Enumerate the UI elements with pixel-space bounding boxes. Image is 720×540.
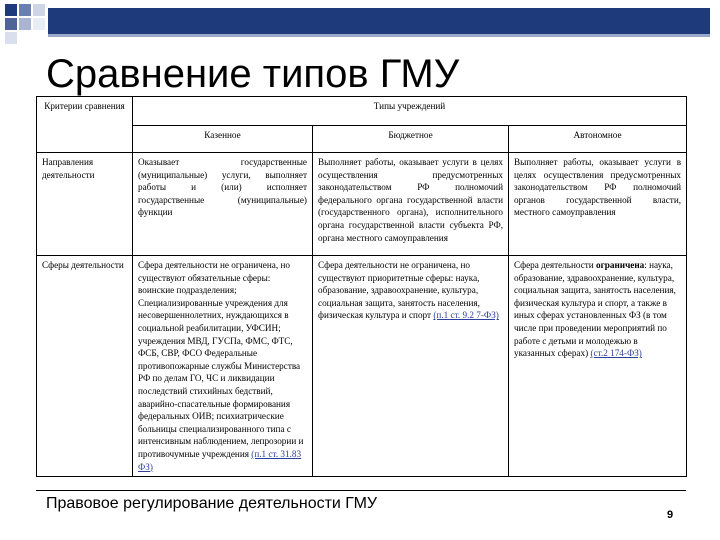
cell-text: : наука, образование, здравоохранение, культура, социальная защита, занятость населения, физическая культура и спорт, а также в иных сферах установленных ФЗ (в том числе при проведении мероприятий по работе с детьми и молодежью в указанных сферах) (514, 260, 676, 359)
decor-square (5, 32, 17, 44)
decor-square (5, 4, 17, 16)
column-header-kazennoe: Казенное (133, 126, 313, 153)
cell-byudzhetnoe: Выполняет работы, оказывает услуги в целях осуществления предусмотренных законодательством РФ полномочий федерального органа государственной власти (государственного органа), исполнительного органа государственной власти субъекта РФ, органа местного самоуправления (313, 153, 509, 256)
decor-square (33, 4, 45, 16)
law-reference-link[interactable]: (ст.2 174-ФЗ) (590, 348, 642, 359)
header-bar (48, 8, 710, 34)
law-reference-link[interactable]: (п.1 ст. 31.83 ФЗ) (138, 448, 302, 472)
law-reference-link[interactable]: (п.1 ст. 9.2 7-ФЗ) (433, 310, 499, 321)
decor-square (5, 18, 17, 30)
row-criterion: Сферы деятельности (37, 256, 133, 477)
table-subheader-row (37, 126, 687, 153)
cell-kazennoe: Оказывает государственные (муниципальные) услуги, выполняет работы и (или) исполняет государственные (муниципальные) функции (133, 153, 313, 256)
decor-square (19, 18, 31, 30)
slide-footer: Правовое регулирование деятельности ГМУ (46, 495, 378, 512)
header-bar-underline (48, 34, 710, 37)
page-number: 9 (667, 509, 674, 521)
cell-kazennoe (133, 256, 313, 477)
table-row (37, 256, 687, 477)
criteria-header: Критерии сравнения (37, 97, 133, 153)
decor-square (33, 18, 45, 30)
slide-title: Сравнение типов ГМУ (46, 52, 460, 96)
table-row (37, 153, 687, 256)
footer-divider (36, 490, 686, 491)
cell-byudzhetnoe (313, 256, 509, 477)
table-header-row (37, 97, 687, 126)
types-header: Типы учреждений (133, 97, 687, 126)
column-header-byudzhetnoe: Бюджетное (313, 126, 509, 153)
decor-square (19, 4, 31, 16)
cell-text: Сфера деятельности не ограничена, но существуют приоритетные сферы: наука, образование, здравоохранение, культура, социальная защита, занятость населения, физическая культура и спорт (318, 260, 480, 321)
cell-text-bold: ограничена (596, 260, 645, 270)
row-criterion: Направления деятельности (37, 153, 133, 256)
cell-avtonomnoe (509, 256, 687, 477)
cell-text: Сфера деятельности (514, 260, 597, 270)
column-header-avtonomnoe: Автономное (509, 126, 687, 153)
comparison-table (36, 96, 687, 477)
cell-avtonomnoe: Выполняет работы, оказывает услуги в целях осуществления предусмотренных законодательством РФ полномочий органов государственной власти, местного самоуправления (509, 153, 687, 256)
cell-text: Сфера деятельности не ограничена, но существуют обязательные сферы: воинские подразделения; Специализированные учреждения для несовершеннолетних, нуждающихся в социальной реабилитации, УФСИН; учреждения МВД, ГУСПа, ФМС, ФТС, ФСБ, СВР, ФСО Федеральные противопожарные службы Министерства РФ по делам ГО, ЧС и ликвидации последствий стихийных бедствий, аварийно-спасательные формирования федеральных ОИВ; психиатрические больницы специализированного типа с интенсивным наблюдением, лепрозории и противочумные учреждения (138, 260, 304, 459)
